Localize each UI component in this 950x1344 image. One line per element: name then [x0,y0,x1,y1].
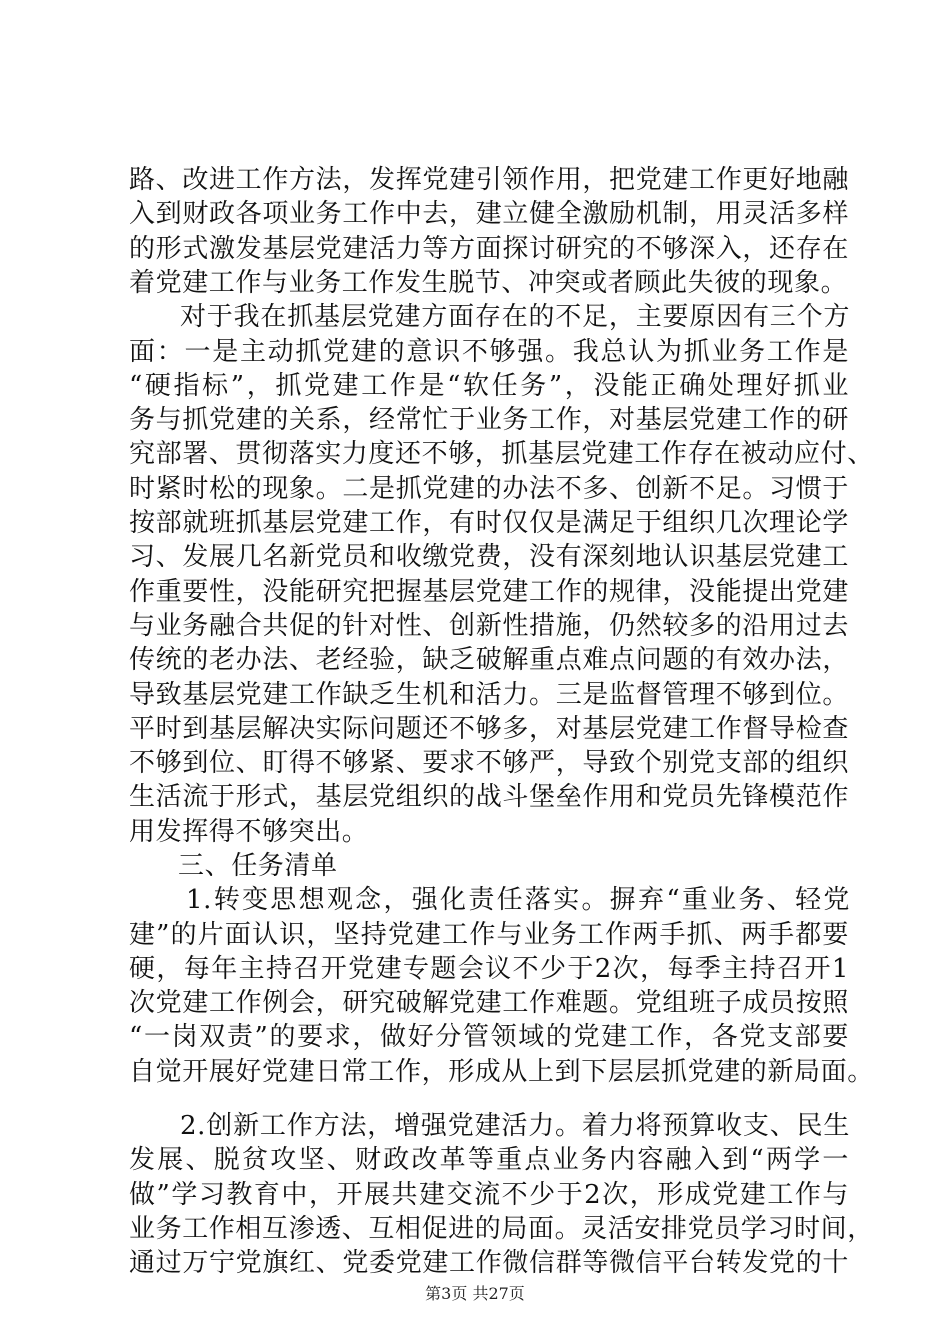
text-line: 次党建工作例会，研究破解党建工作难题。党组班子成员按照 [129,988,849,1018]
text-line: 究部署、贯彻落实力度还不够，抓基层党建工作存在被动应付、 [129,439,874,469]
text-line: 硬，每年主持召开党建专题会议不少于2次，每季主持召开1 [129,954,849,984]
text-line: 务与抓党建的关系，经常忙于业务工作，对基层党建工作的研 [129,405,849,435]
text-line: 作重要性，没能研究把握基层党建工作的规律，没能提出党建 [129,577,849,607]
text-line: 生活流于形式，基层党组织的战斗堡垒作用和党员先锋模范作 [129,782,849,812]
text-line: 对于我在抓基层党建方面存在的不足，主要原因有三个方 [180,302,850,332]
text-line: 面：一是主动抓党建的意识不够强。我总认为抓业务工作是 [129,337,849,367]
text-line: 1.转变思想观念，强化责任落实。摒弃“重业务、轻党 [186,885,850,915]
text-line: 通过万宁党旗红、党委党建工作微信群等微信平台转发党的十 [129,1248,849,1278]
text-line: 发展、脱贫攻坚、财政改革等重点业务内容融入到“两学一 [129,1145,849,1175]
text-line: 业务工作相互渗透、互相促进的局面。灵活安排党员学习时间， [129,1214,874,1244]
text-line: 习、发展几名新党员和收缴党费，没有深刻地认识基层党建工 [129,542,849,572]
text-line: 平时到基层解决实际问题还不够多，对基层党建工作督导检查 [129,714,849,744]
text-line: 不够到位、盯得不够紧、要求不够严，导致个别党支部的组织 [129,748,849,778]
text-line: 与业务融合共促的针对性、创新性措施，仍然较多的沿用过去 [129,611,849,641]
text-line: 着党建工作与业务工作发生脱节、冲突或者顾此失彼的现象。 [129,268,848,298]
section-heading: 三、任务清单 [178,851,338,881]
text-line: 按部就班抓基层党建工作，有时仅仅是满足于组织几次理论学 [129,508,849,538]
text-line: “一岗双责”的要求，做好分管领域的党建工作，各党支部要 [129,1022,849,1052]
text-line: 传统的老办法、老经验，缺乏破解重点难点问题的有效办法， [129,645,849,675]
text-line: “硬指标”，抓党建工作是“软任务”，没能正确处理好抓业 [129,371,849,401]
text-line: 路、改进工作方法，发挥党建引领作用，把党建工作更好地融 [129,165,849,195]
text-line: 的形式激发基层党建活力等方面探讨研究的不够深入，还存在 [129,234,849,264]
text-line: 用发挥得不够突出。 [129,817,369,847]
text-line: 做”学习教育中，开展共建交流不少于2次，形成党建工作与 [129,1180,849,1210]
text-line: 入到财政各项业务工作中去，建立健全激励机制，用灵活多样 [129,199,849,229]
text-line: 2.创新工作方法，增强党建活力。着力将预算收支、民生 [180,1111,850,1141]
text-line: 自觉开展好党建日常工作，形成从上到下层层抓党建的新局面。 [129,1057,874,1087]
page-number-footer: 第3页 共27页 [425,1284,525,1303]
text-line: 导致基层党建工作缺乏生机和活力。三是监督管理不够到位。 [129,680,849,710]
text-line: 时紧时松的现象。二是抓党建的办法不多、创新不足。习惯于 [129,474,849,504]
text-line: 建”的片面认识，坚持党建工作与业务工作两手抓、两手都要 [129,920,849,950]
